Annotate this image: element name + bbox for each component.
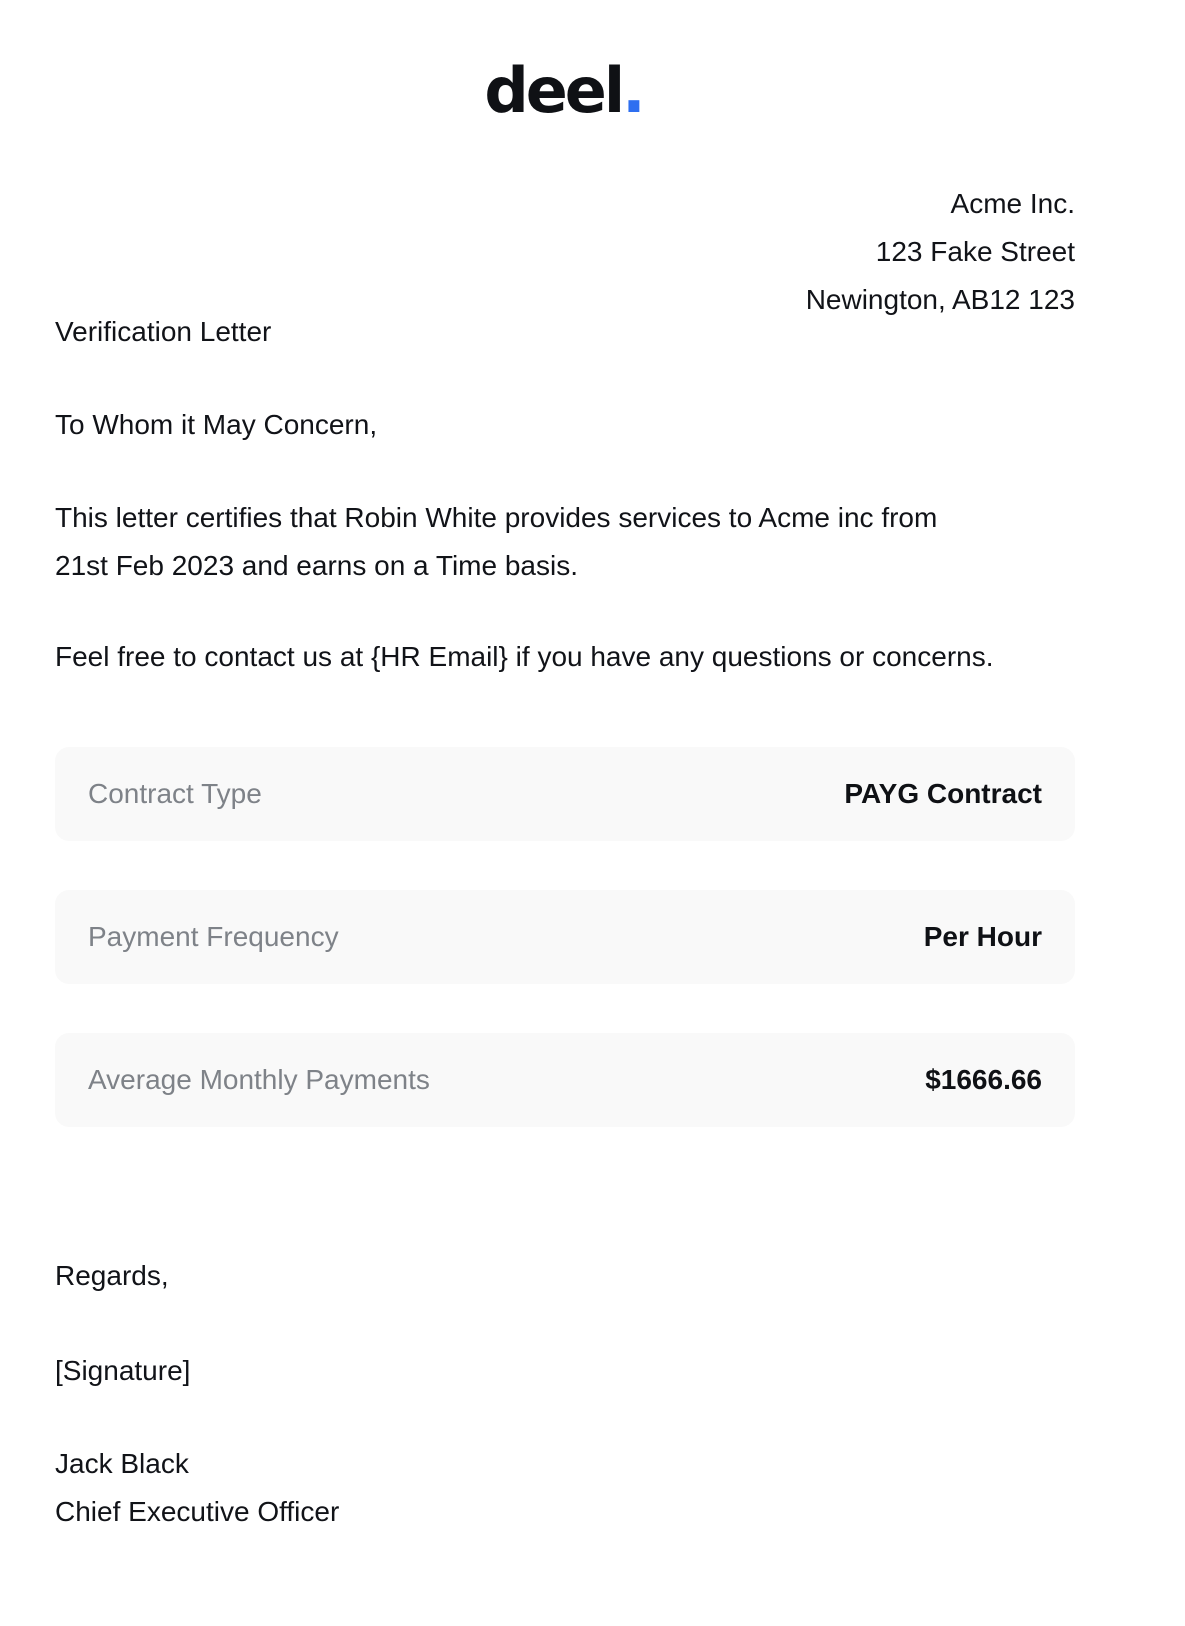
company-name: Acme Inc. bbox=[950, 188, 1075, 219]
logo-wordmark: deel bbox=[484, 54, 623, 127]
letter-greeting: To Whom it May Concern, bbox=[55, 409, 378, 440]
signature-placeholder: [Signature] bbox=[55, 1355, 191, 1386]
company-street: 123 Fake Street bbox=[875, 236, 1075, 267]
logo-dot: . bbox=[622, 54, 646, 127]
letter-title: Verification Letter bbox=[55, 316, 272, 347]
detail-label: Average Monthly Payments bbox=[88, 1064, 430, 1095]
letter-body-line: This letter certifies that Robin White provides services to Acme inc from bbox=[55, 502, 938, 533]
detail-row-payment-frequency bbox=[55, 890, 1075, 984]
verification-letter-page bbox=[55, 0, 1075, 1626]
letter-contact: Feel free to contact us at {HR Email} if you have any questions or concerns. bbox=[55, 641, 994, 672]
signatory-name: Jack Black bbox=[55, 1448, 189, 1479]
closing-regards: Regards, bbox=[55, 1260, 169, 1291]
letter-body bbox=[55, 494, 937, 590]
company-city: Newington, AB12 123 bbox=[805, 284, 1075, 315]
signatory-role: Chief Executive Officer bbox=[55, 1496, 340, 1527]
detail-value: Per Hour bbox=[923, 921, 1042, 952]
detail-label: Payment Frequency bbox=[88, 921, 339, 952]
detail-row-average-monthly-payments bbox=[55, 1033, 1075, 1127]
detail-value: $1666.66 bbox=[925, 1064, 1042, 1095]
detail-label: Contract Type bbox=[88, 778, 262, 809]
letter-body-line: 21st Feb 2023 and earns on a Time basis. bbox=[55, 550, 578, 581]
company-address bbox=[806, 180, 1075, 324]
deel-logo bbox=[55, 56, 1075, 126]
detail-row-contract-type bbox=[55, 747, 1075, 841]
signatory bbox=[55, 1440, 339, 1536]
detail-value: PAYG Contract bbox=[844, 778, 1042, 809]
